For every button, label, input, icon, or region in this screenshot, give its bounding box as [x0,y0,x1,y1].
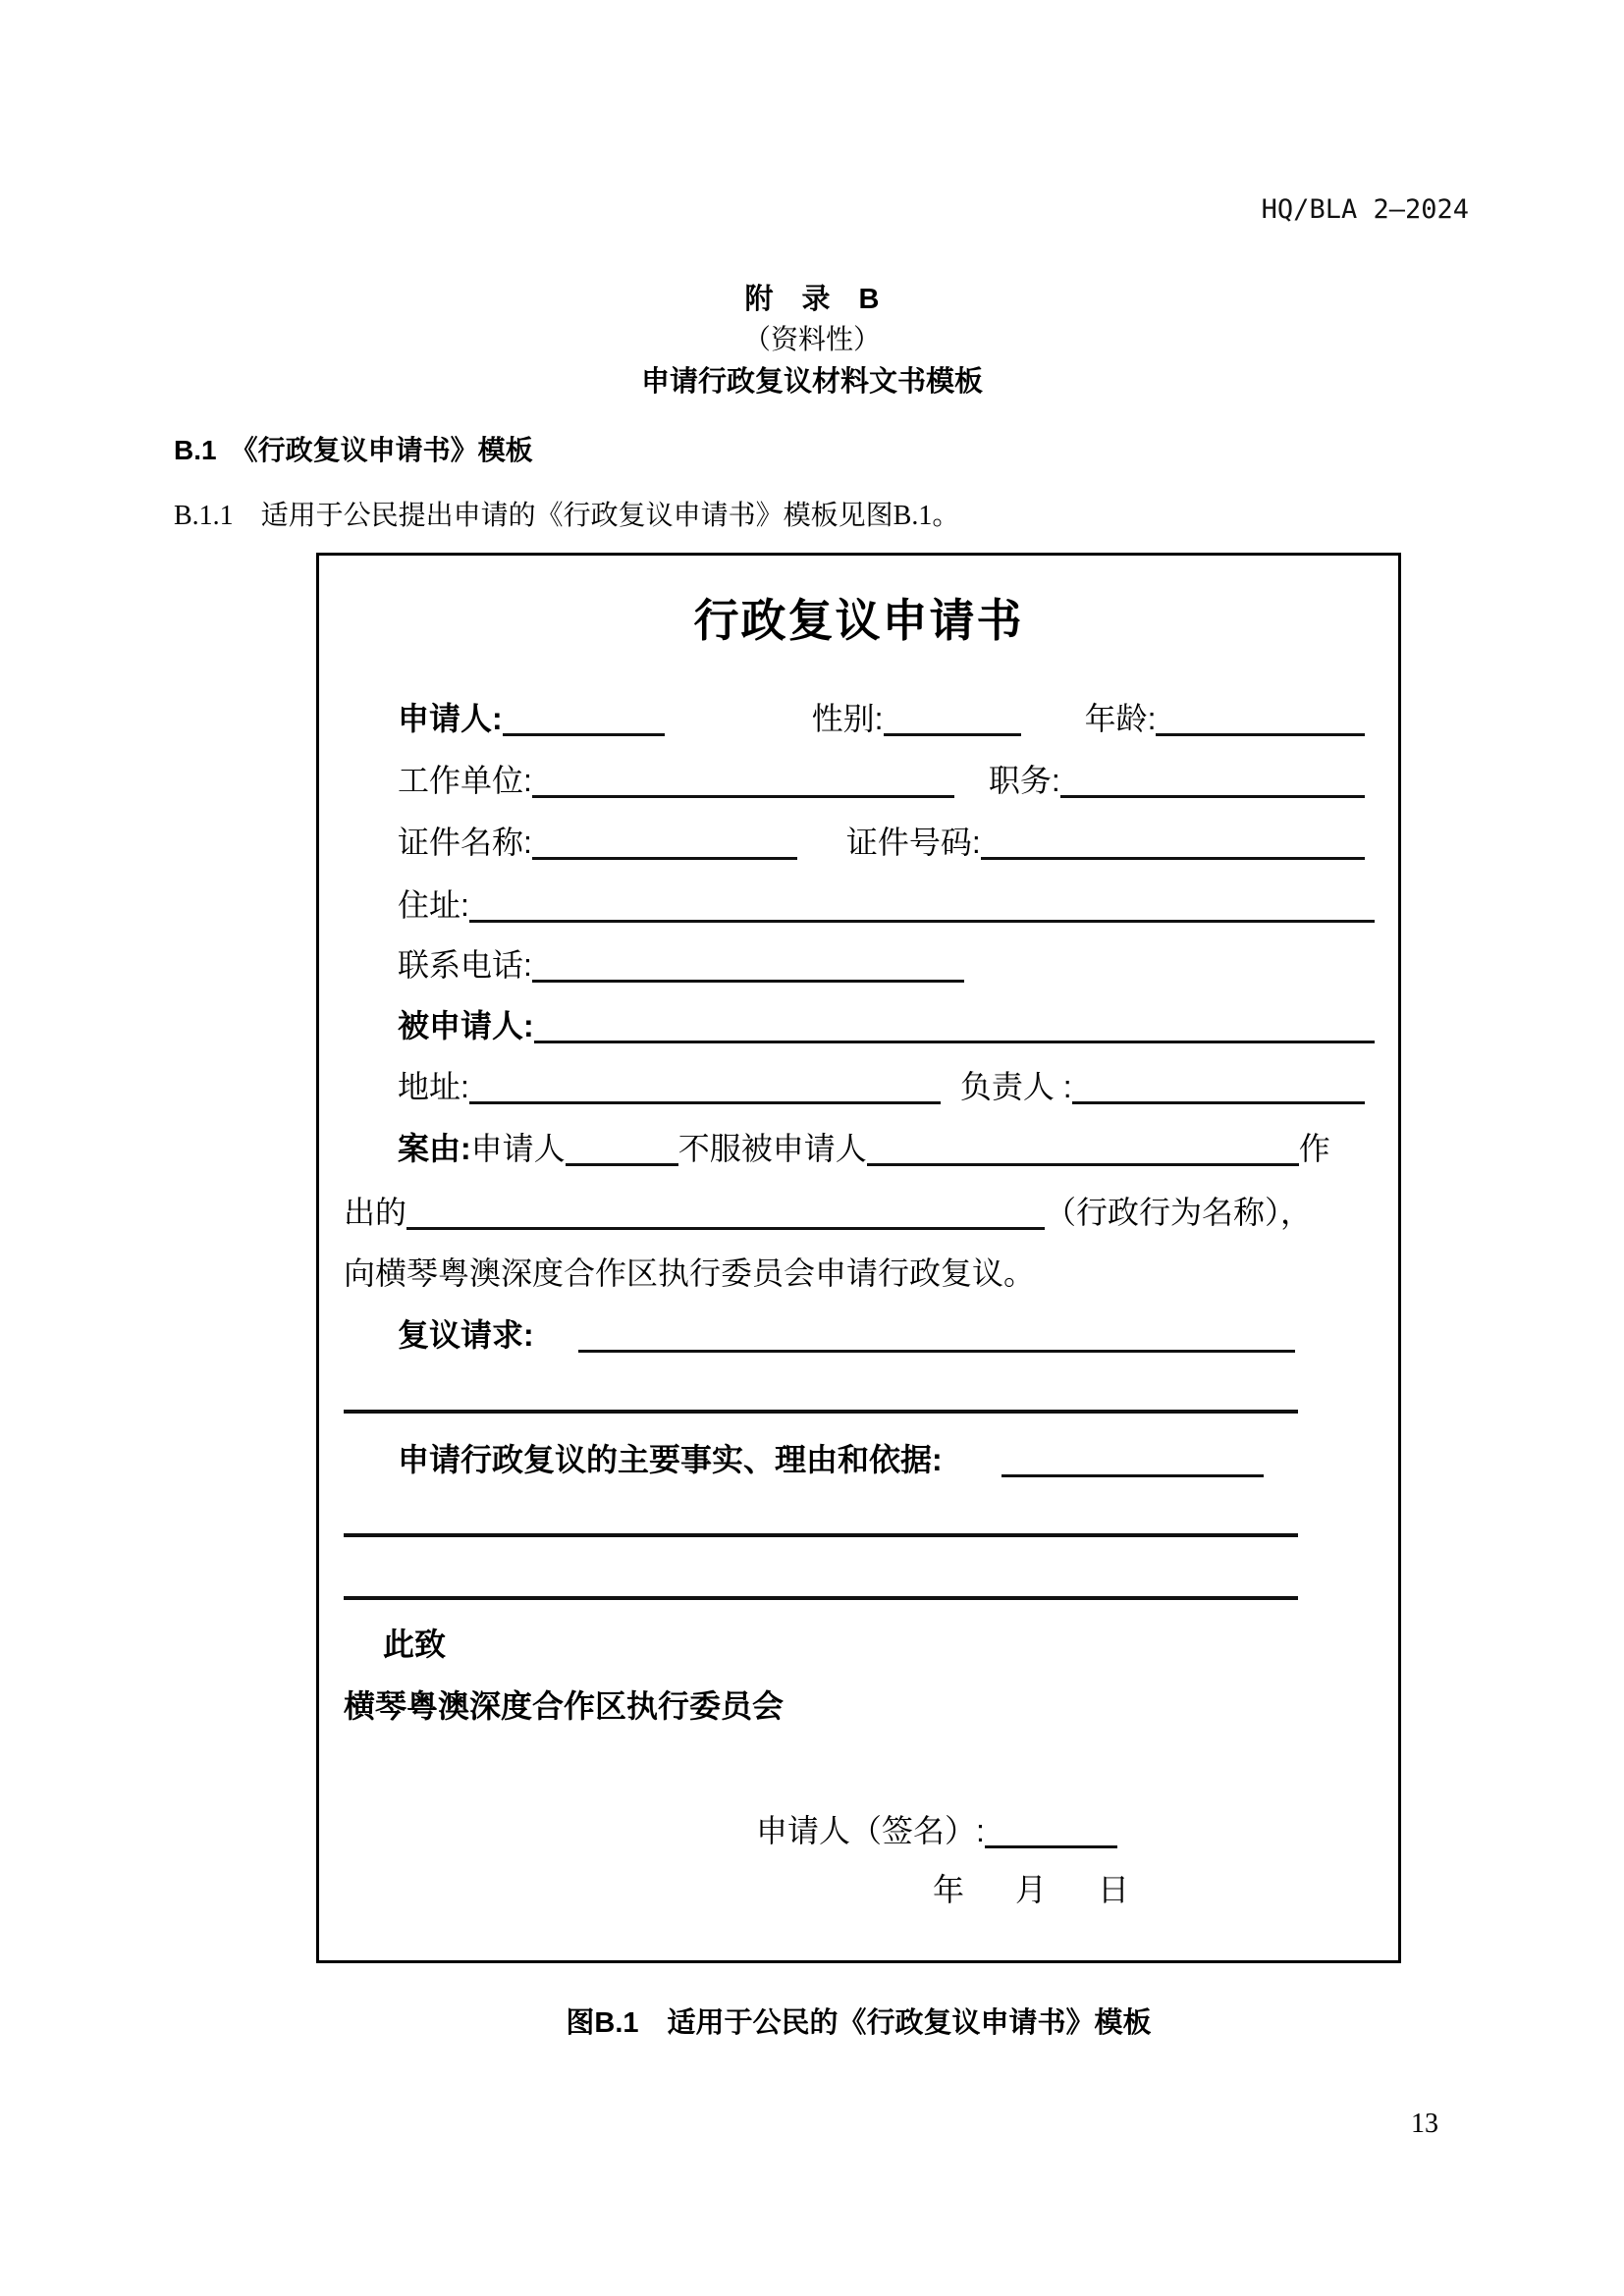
id-number-blank-line [981,849,1365,860]
cause-make-text: 作 [1298,1131,1330,1167]
date-month-label: 月 [1015,1872,1048,1908]
cause-closing-text: 向横琴粤澳深度合作区执行委员会申请行政复议。 [344,1255,1036,1292]
section-b1-heading: B.1 《行政复议申请书》模板 [174,435,533,465]
person-in-charge-label: 负责人 : [959,1069,1072,1105]
cause-applicant-text: 申请人 [470,1131,566,1167]
form-row-cause-1 [344,1121,1380,1166]
form-row-cause-2 [344,1185,1380,1230]
facts-blank-line [1001,1467,1264,1477]
form-row-signature [344,1803,1380,1848]
facts-label: 申请行政复议的主要事实、理由和依据: [398,1442,943,1478]
respondent-address-label: 地址: [398,1069,469,1105]
form-row-respondent-address [344,1059,1380,1104]
gender-blank-line [884,725,1021,736]
form-row-request [344,1308,1380,1353]
cause-act-blank-line [406,1219,1045,1230]
position-blank-line [1060,787,1365,798]
form-row-blank-3 [344,1555,1380,1600]
request-blank-line [578,1342,1295,1353]
form-row-employer [344,753,1380,798]
cause-act-name-text: （行政行为名称）， [1045,1195,1313,1231]
signature-label: 申请人（签名）: [756,1813,985,1849]
signature-blank-line [985,1838,1117,1848]
date-day-label: 日 [1098,1872,1130,1908]
salutation-text: 此致 [383,1627,447,1663]
form-row-phone [344,937,1380,983]
appendix-subtitle: （资料性） [742,324,881,354]
cause-applicant-blank-line [566,1155,678,1166]
form-row-blank-1 [344,1368,1380,1414]
cause-respondent-blank-line [867,1155,1299,1166]
page-number: 13 [1411,2109,1438,2139]
figure-caption: 图B.1 适用于公民的《行政复议申请书》模板 [566,2007,1152,2039]
form-row-cause-3 [344,1246,1380,1291]
request-label: 复议请求: [398,1317,534,1354]
position-label: 职务: [988,763,1060,799]
form-row-address [344,878,1380,923]
continuation-blank-line-2 [344,1525,1298,1537]
id-name-label: 证件名称: [398,825,532,861]
id-number-label: 证件号码: [845,825,981,861]
form-row-applicant [344,691,1380,736]
form-row-date [344,1862,1380,1907]
date-year-label: 年 [933,1872,965,1908]
age-label: 年龄: [1084,701,1157,737]
cause-label: 案由: [398,1131,471,1167]
form-row-id [344,815,1380,860]
respondent-blank-line [534,1033,1375,1043]
appendix-title: 附 录 B [744,284,880,315]
paragraph-b1-1: B.1.1 适用于公民提出申请的《行政复议申请书》模板见图B.1。 [174,501,960,531]
form-row-salutation [344,1617,1380,1662]
appendix-heading: 申请行政复议材料文书模板 [640,366,983,398]
address-blank-line [469,912,1375,923]
continuation-blank-line-1 [344,1402,1298,1414]
doc-code-header: HQ/BLA 2—2024 [1261,194,1469,225]
applicant-blank-line [503,725,665,736]
person-in-charge-blank-line [1072,1094,1365,1104]
cause-made-text: 出的 [344,1195,407,1231]
continuation-blank-line-3 [344,1588,1298,1600]
respondent-address-blank-line [469,1094,941,1104]
addressee-text: 横琴粤澳深度合作区执行委员会 [344,1688,785,1725]
address-label: 住址: [398,887,469,924]
form-row-facts [344,1432,1380,1477]
employer-label: 工作单位: [398,763,532,799]
employer-blank-line [532,787,954,798]
id-name-blank-line [532,849,797,860]
respondent-label: 被申请人: [398,1008,534,1044]
gender-label: 性别: [811,701,884,737]
form-row-addressee [344,1679,1380,1724]
form-box [316,553,1401,1963]
cause-refuses-text: 不服被申请人 [677,1131,867,1167]
phone-blank-line [532,972,964,983]
age-blank-line [1156,725,1365,736]
form-row-blank-2 [344,1492,1380,1537]
applicant-label: 申请人: [398,701,503,737]
form-row-respondent [344,998,1380,1043]
phone-label: 联系电话: [398,947,532,984]
form-title: 行政复议申请书 [693,595,1024,646]
